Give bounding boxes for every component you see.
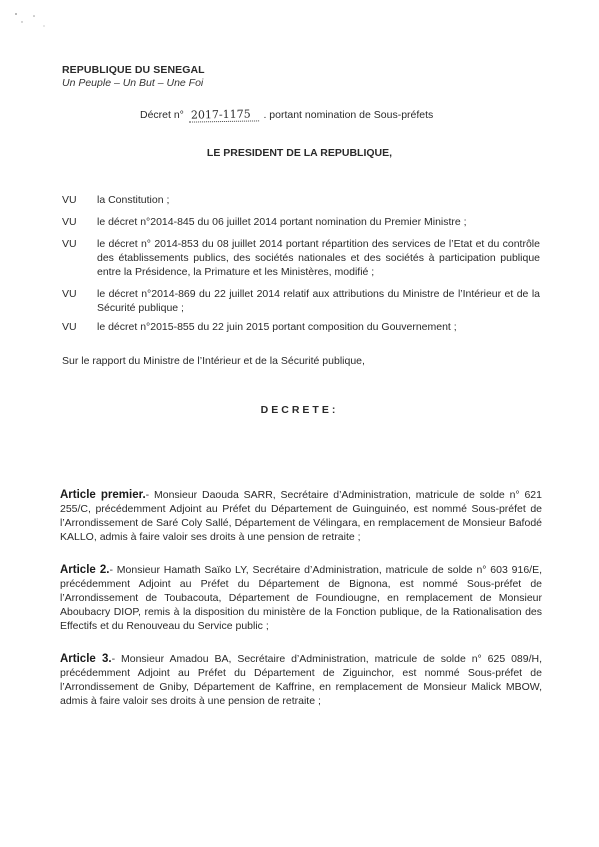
decrete-heading: DECRETE:: [260, 404, 339, 416]
report-line: Sur le rapport du Ministre de l’Intérieur et de la Sécurité publique,: [62, 355, 365, 367]
scan-speck: [15, 13, 17, 15]
vu-text: le décret n° 2014-853 du 08 juillet 2014 portant répartition des services de l’Etat et du contrôle des établissements publics, des sociétés nationales et des sociétés à participation publique entre la Présidence, la Primature et les Ministères, modifié ;: [97, 238, 540, 278]
document-header: [62, 64, 205, 89]
national-motto: Un Peuple – Un But – Une Foi: [62, 77, 204, 89]
article-title: Article 3.: [60, 653, 112, 665]
vu-item: [62, 237, 540, 279]
scan-speck: [21, 21, 22, 22]
article-body: - Monsieur Daouda SARR, Secrétaire d’Administration, matricule de solde n° 621 255/C, précédemment Adjoint au Préfet du Département de Guinguinéo, est nommé Sous-préfet de l’Arrondissement de Saré Coly Sallé, Département de Vélingara, en remplacement de Monsieur Bafodé KALLO, admis à faire valoir ses droits à une pension de retraite ;: [60, 489, 542, 543]
article-title: Article 2.: [60, 564, 110, 576]
vu-tag: VU: [62, 321, 77, 333]
vu-considerations-list: [62, 193, 540, 342]
decree-prefix: Décret n°: [140, 109, 184, 121]
article-2: [60, 563, 542, 633]
president-heading: LE PRESIDENT DE LA REPUBLIQUE,: [206, 147, 393, 159]
article-premier: [60, 488, 542, 544]
article-title: Article premier.: [60, 489, 146, 501]
vu-tag: VU: [62, 216, 77, 228]
vu-item: [62, 193, 540, 207]
vu-text: le décret n°2015-855 du 22 juin 2015 portant composition du Gouvernement ;: [97, 321, 457, 333]
articles-section: [60, 488, 542, 727]
country-name: REPUBLIQUE DU SENEGAL: [62, 64, 205, 76]
vu-text: le décret n°2014-869 du 22 juillet 2014 relatif aux attributions du Ministre de l’Intérieur et de la Sécurité publique ;: [97, 288, 540, 314]
decree-subject: . portant nomination de Sous-préfets: [263, 109, 434, 121]
decree-title-line: [140, 108, 433, 122]
vu-text: la Constitution ;: [97, 194, 170, 206]
vu-item: [62, 320, 540, 334]
scan-speck: [33, 15, 35, 17]
scan-speck: [43, 25, 44, 26]
vu-item: [62, 287, 540, 315]
vu-tag: VU: [62, 194, 77, 206]
article-3: [60, 652, 542, 708]
decree-number-handwritten: 2017-1175: [189, 107, 259, 122]
article-body: - Monsieur Hamath Saïko LY, Secrétaire d’Administration, matricule de solde n° 603 916/E, précédemment Adjoint au Préfet du Département de Bignona, est nommé Sous-préfet de l’Arrondissement de Toubacouta, Département de Foundiougne, en remplacement de Monsieur Aboubacry DIOP, remis à la disposition du ministère de la Fonction publique, de la Rationalisation des Effectifs et du Renouveau du Service public ;: [60, 564, 542, 632]
vu-tag: VU: [62, 288, 77, 300]
vu-tag: VU: [62, 238, 77, 250]
vu-text: le décret n°2014-845 du 06 juillet 2014 portant nomination du Premier Ministre ;: [97, 216, 467, 228]
article-body: - Monsieur Amadou BA, Secrétaire d’Administration, matricule de solde n° 625 089/H, précédemment Adjoint au Préfet du Département de Ziguinchor, est nommé Sous-préfet de l’Arrondissement de Gniby, Département de Kaffrine, en remplacement de Monsieur Malick MBOW, admis à faire valoir ses droits à une pension de retraite ;: [60, 653, 542, 707]
vu-item: [62, 215, 540, 229]
